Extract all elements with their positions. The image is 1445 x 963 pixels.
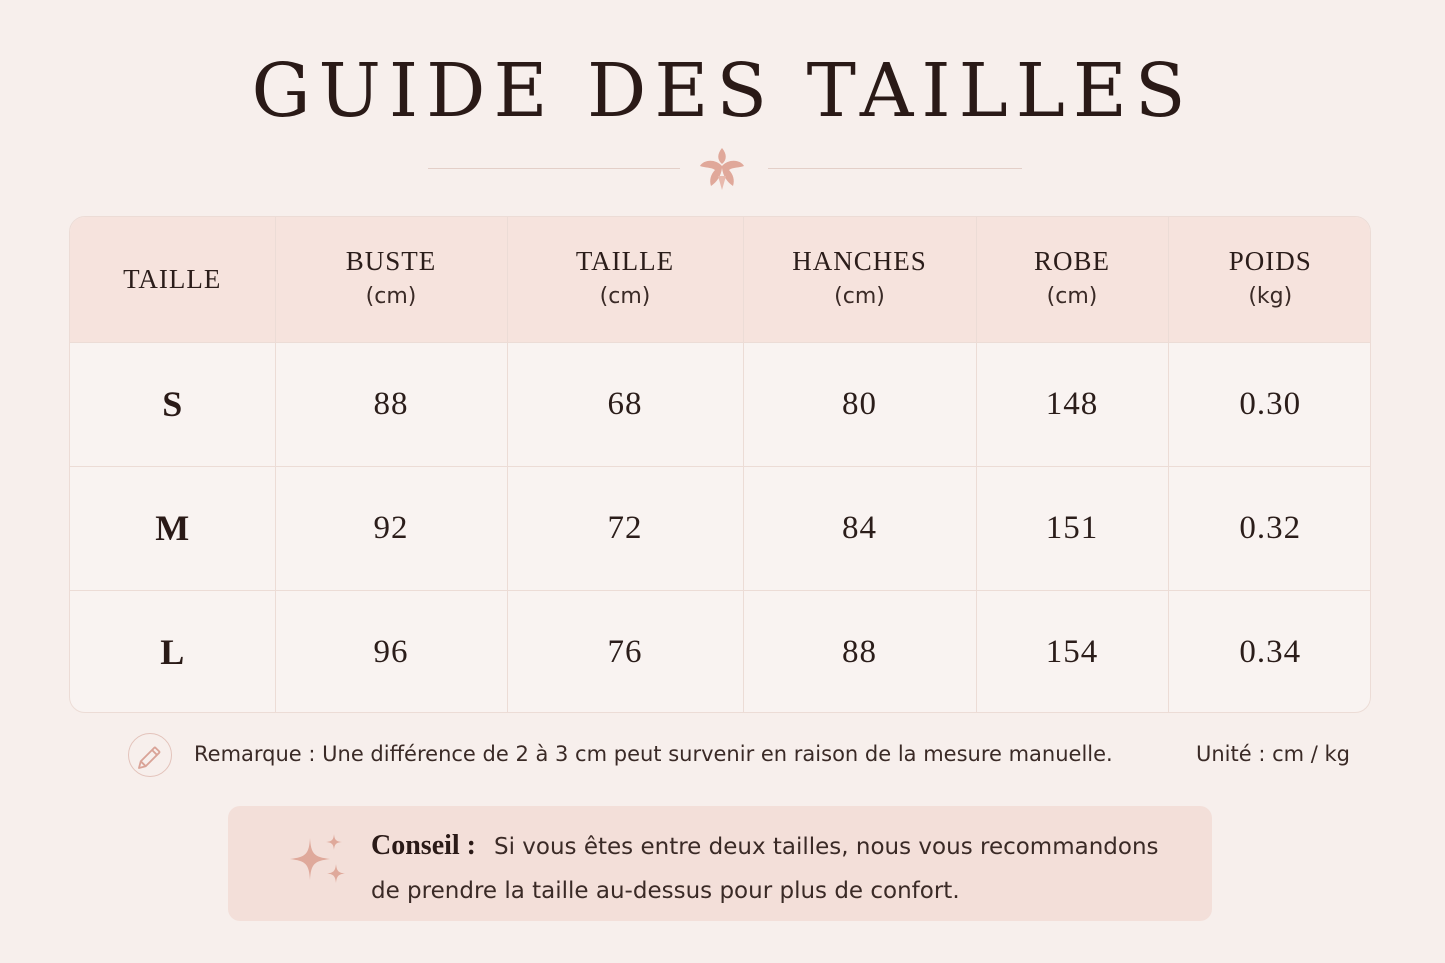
header-label: POIDS xyxy=(1228,246,1312,277)
table-header-row xyxy=(70,217,1371,342)
dress-cell: 151 xyxy=(976,466,1168,590)
tip-line-2: de prendre la taille au-dessus pour plus de confort. xyxy=(371,878,960,904)
waist-cell: 72 xyxy=(507,466,743,590)
dress-cell: 148 xyxy=(976,342,1168,466)
size-cell: M xyxy=(70,466,275,590)
tip-line-1 xyxy=(371,830,1159,862)
weight-cell: 0.32 xyxy=(1168,466,1371,590)
hips-cell: 88 xyxy=(743,590,976,713)
table-row xyxy=(70,342,1371,466)
tip-label: Conseil : xyxy=(371,830,476,861)
weight-cell: 0.30 xyxy=(1168,342,1371,466)
bust-cell: 96 xyxy=(275,590,507,713)
measurement-note xyxy=(128,733,1350,777)
divider-right xyxy=(768,168,1022,169)
page-title: GUIDE DES TAILLES xyxy=(251,48,1194,134)
header-unit: (cm) xyxy=(1046,284,1098,310)
header-label: BUSTE xyxy=(345,246,437,277)
header-label: HANCHES xyxy=(792,246,927,277)
column-header-hips xyxy=(743,217,976,342)
bust-cell: 92 xyxy=(275,466,507,590)
size-cell: S xyxy=(70,342,275,466)
waist-cell: 76 xyxy=(507,590,743,713)
unit-text: Unité : cm / kg xyxy=(1195,742,1350,766)
tip-text-1: Si vous êtes entre deux tailles, nous vous recommandons xyxy=(494,834,1159,860)
column-header-weight xyxy=(1168,217,1371,342)
note-text: Remarque : Une différence de 2 à 3 cm peut survenir en raison de la mesure manuelle. xyxy=(194,742,1113,766)
fleur-ornament-icon xyxy=(697,146,747,192)
tip-box xyxy=(228,806,1212,921)
waist-cell: 68 xyxy=(507,342,743,466)
hips-cell: 84 xyxy=(743,466,976,590)
sparkle-icon xyxy=(284,828,352,890)
column-header-bust xyxy=(275,217,507,342)
size-table xyxy=(69,216,1371,713)
column-header-waist xyxy=(507,217,743,342)
table-row xyxy=(70,590,1371,713)
header-label: TAILLE xyxy=(123,264,222,295)
divider-left xyxy=(428,168,680,169)
hips-cell: 80 xyxy=(743,342,976,466)
column-header-dress xyxy=(976,217,1168,342)
table-row xyxy=(70,466,1371,590)
weight-cell: 0.34 xyxy=(1239,633,1302,670)
dress-cell: 154 xyxy=(976,590,1168,713)
size-cell: L xyxy=(70,590,275,713)
header-unit: (cm) xyxy=(834,284,885,310)
bust-cell: 88 xyxy=(275,342,507,466)
header-label: TAILLE xyxy=(575,246,675,277)
header-label: ROBE xyxy=(1033,246,1110,277)
column-header-size xyxy=(70,217,275,342)
pencil-icon xyxy=(128,733,172,777)
header-unit: (kg) xyxy=(1248,284,1293,310)
header-unit: (cm) xyxy=(365,284,417,310)
header-unit: (cm) xyxy=(599,284,651,310)
